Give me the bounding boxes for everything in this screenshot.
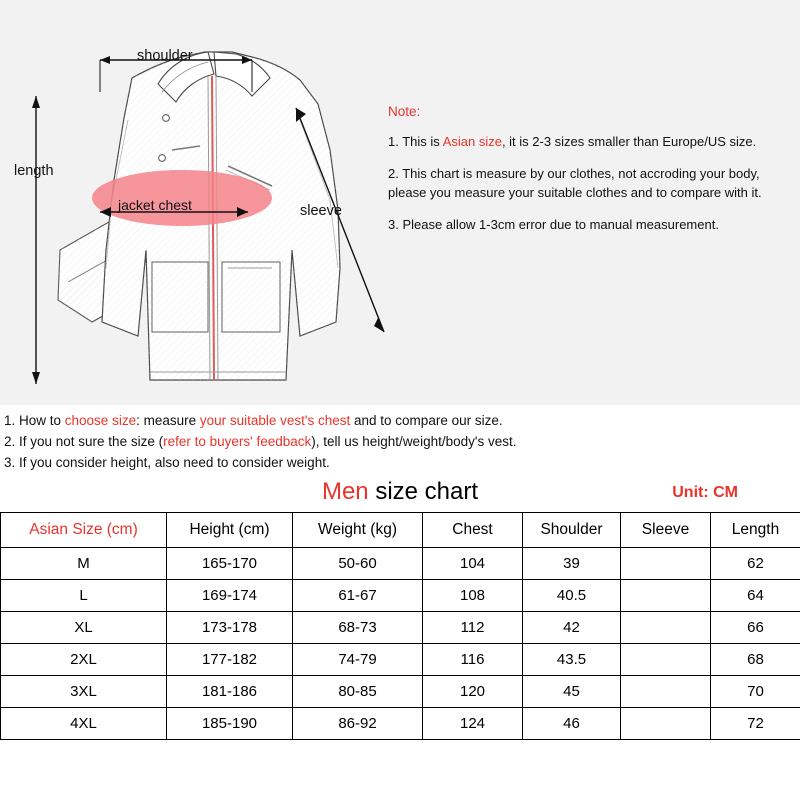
cell-sleeve [621, 676, 711, 708]
cell-chest: 104 [423, 548, 523, 580]
cell-height: 173-178 [167, 612, 293, 644]
cell-height: 181-186 [167, 676, 293, 708]
instruction-line-1 [4, 412, 796, 429]
label-length: length [14, 163, 54, 179]
instruction-1-a: 1. How to [4, 413, 65, 428]
chart-title-rest: size chart [368, 478, 479, 505]
cell-weight: 61-67 [293, 580, 423, 612]
cell-sleeve [621, 644, 711, 676]
cell-length: 64 [711, 580, 800, 612]
note-line-1 [388, 133, 788, 152]
cell-length: 68 [711, 644, 800, 676]
note-line-3: 3. Please allow 1-3cm error due to manual measurement. [388, 216, 719, 232]
cell-weight: 86-92 [293, 708, 423, 740]
cell-length: 62 [711, 548, 800, 580]
cell-height: 177-182 [167, 644, 293, 676]
instruction-1-red-2: your suitable vest's chest [199, 413, 351, 428]
chart-unit: Unit: CM [672, 484, 738, 501]
cell-sleeve [621, 612, 711, 644]
chart-title-men: Men [321, 478, 369, 505]
note-block [388, 104, 788, 247]
cell-size: L [1, 580, 167, 612]
cell-shoulder: 40.5 [523, 580, 621, 612]
column-header-weight: Weight (kg) [293, 513, 423, 548]
cell-shoulder: 42 [523, 612, 621, 644]
cell-size: 2XL [1, 644, 167, 676]
note-line-1-highlight: Asian size [442, 134, 502, 149]
column-header-height: Height (cm) [167, 513, 293, 548]
table-row [1, 548, 800, 580]
table-row [1, 580, 800, 612]
note-line-2-part-a: 2. This chart is measure by our clothes, not accroding your body, [388, 165, 760, 181]
cell-sleeve [621, 548, 711, 580]
table-row [1, 644, 800, 676]
label-jacket-chest: jacket chest [118, 197, 192, 213]
cell-chest: 124 [423, 708, 523, 740]
cell-height: 185-190 [167, 708, 293, 740]
note-title: Note: [388, 104, 421, 119]
column-header-asian-size: Asian Size (cm) [1, 513, 167, 548]
cell-size: 4XL [1, 708, 167, 740]
table-row [1, 676, 800, 708]
cell-shoulder: 46 [523, 708, 621, 740]
cell-size: XL [1, 612, 167, 644]
instruction-1-red-1: choose size [64, 413, 137, 428]
instruction-2-b: ), tell us height/weight/body's vest. [311, 434, 517, 450]
note-line-2 [388, 165, 788, 203]
cell-size: 3XL [1, 676, 167, 708]
cell-length: 70 [711, 676, 800, 708]
size-chart [0, 474, 800, 740]
cell-shoulder: 39 [523, 548, 621, 580]
note-line-1-part-b: , it is 2-3 sizes smaller than Europe/US size. [501, 134, 757, 149]
instruction-line-3: 3. If you consider height, also need to consider weight. [4, 455, 330, 471]
table-header-row [1, 513, 800, 548]
size-table [0, 512, 800, 740]
note-line-1-part-a: 1. This is [388, 134, 443, 149]
instruction-1-b: : measure [136, 413, 200, 428]
instructions-block [0, 405, 800, 471]
cell-shoulder: 43.5 [523, 644, 621, 676]
instruction-line-2 [4, 433, 796, 450]
cell-length: 66 [711, 612, 800, 644]
cell-chest: 116 [423, 644, 523, 676]
cell-shoulder: 45 [523, 676, 621, 708]
table-row [1, 708, 800, 740]
cell-height: 169-174 [167, 580, 293, 612]
label-shoulder: shoulder [137, 48, 193, 64]
column-header-shoulder: Shoulder [523, 513, 621, 548]
cell-size: M [1, 548, 167, 580]
cell-chest: 112 [423, 612, 523, 644]
cell-length: 72 [711, 708, 800, 740]
table-row [1, 612, 800, 644]
cell-chest: 108 [423, 580, 523, 612]
instruction-2-red: refer to buyers' feedback [163, 434, 312, 450]
column-header-length: Length [711, 513, 800, 548]
column-header-sleeve: Sleeve [621, 513, 711, 548]
label-sleeve: sleeve [300, 203, 342, 219]
cell-weight: 50-60 [293, 548, 423, 580]
cell-weight: 74-79 [293, 644, 423, 676]
cell-weight: 80-85 [293, 676, 423, 708]
column-header-chest: Chest [423, 513, 523, 548]
cell-chest: 120 [423, 676, 523, 708]
cell-weight: 68-73 [293, 612, 423, 644]
note-line-2-part-b: please you measure your suitable clothes and to compare with it. [388, 184, 762, 200]
instruction-2-a: 2. If you not sure the size ( [4, 434, 164, 450]
instruction-1-c: and to compare our size. [350, 413, 503, 428]
cell-height: 165-170 [167, 548, 293, 580]
cell-sleeve [621, 580, 711, 612]
cell-sleeve [621, 708, 711, 740]
chart-header [0, 474, 800, 512]
